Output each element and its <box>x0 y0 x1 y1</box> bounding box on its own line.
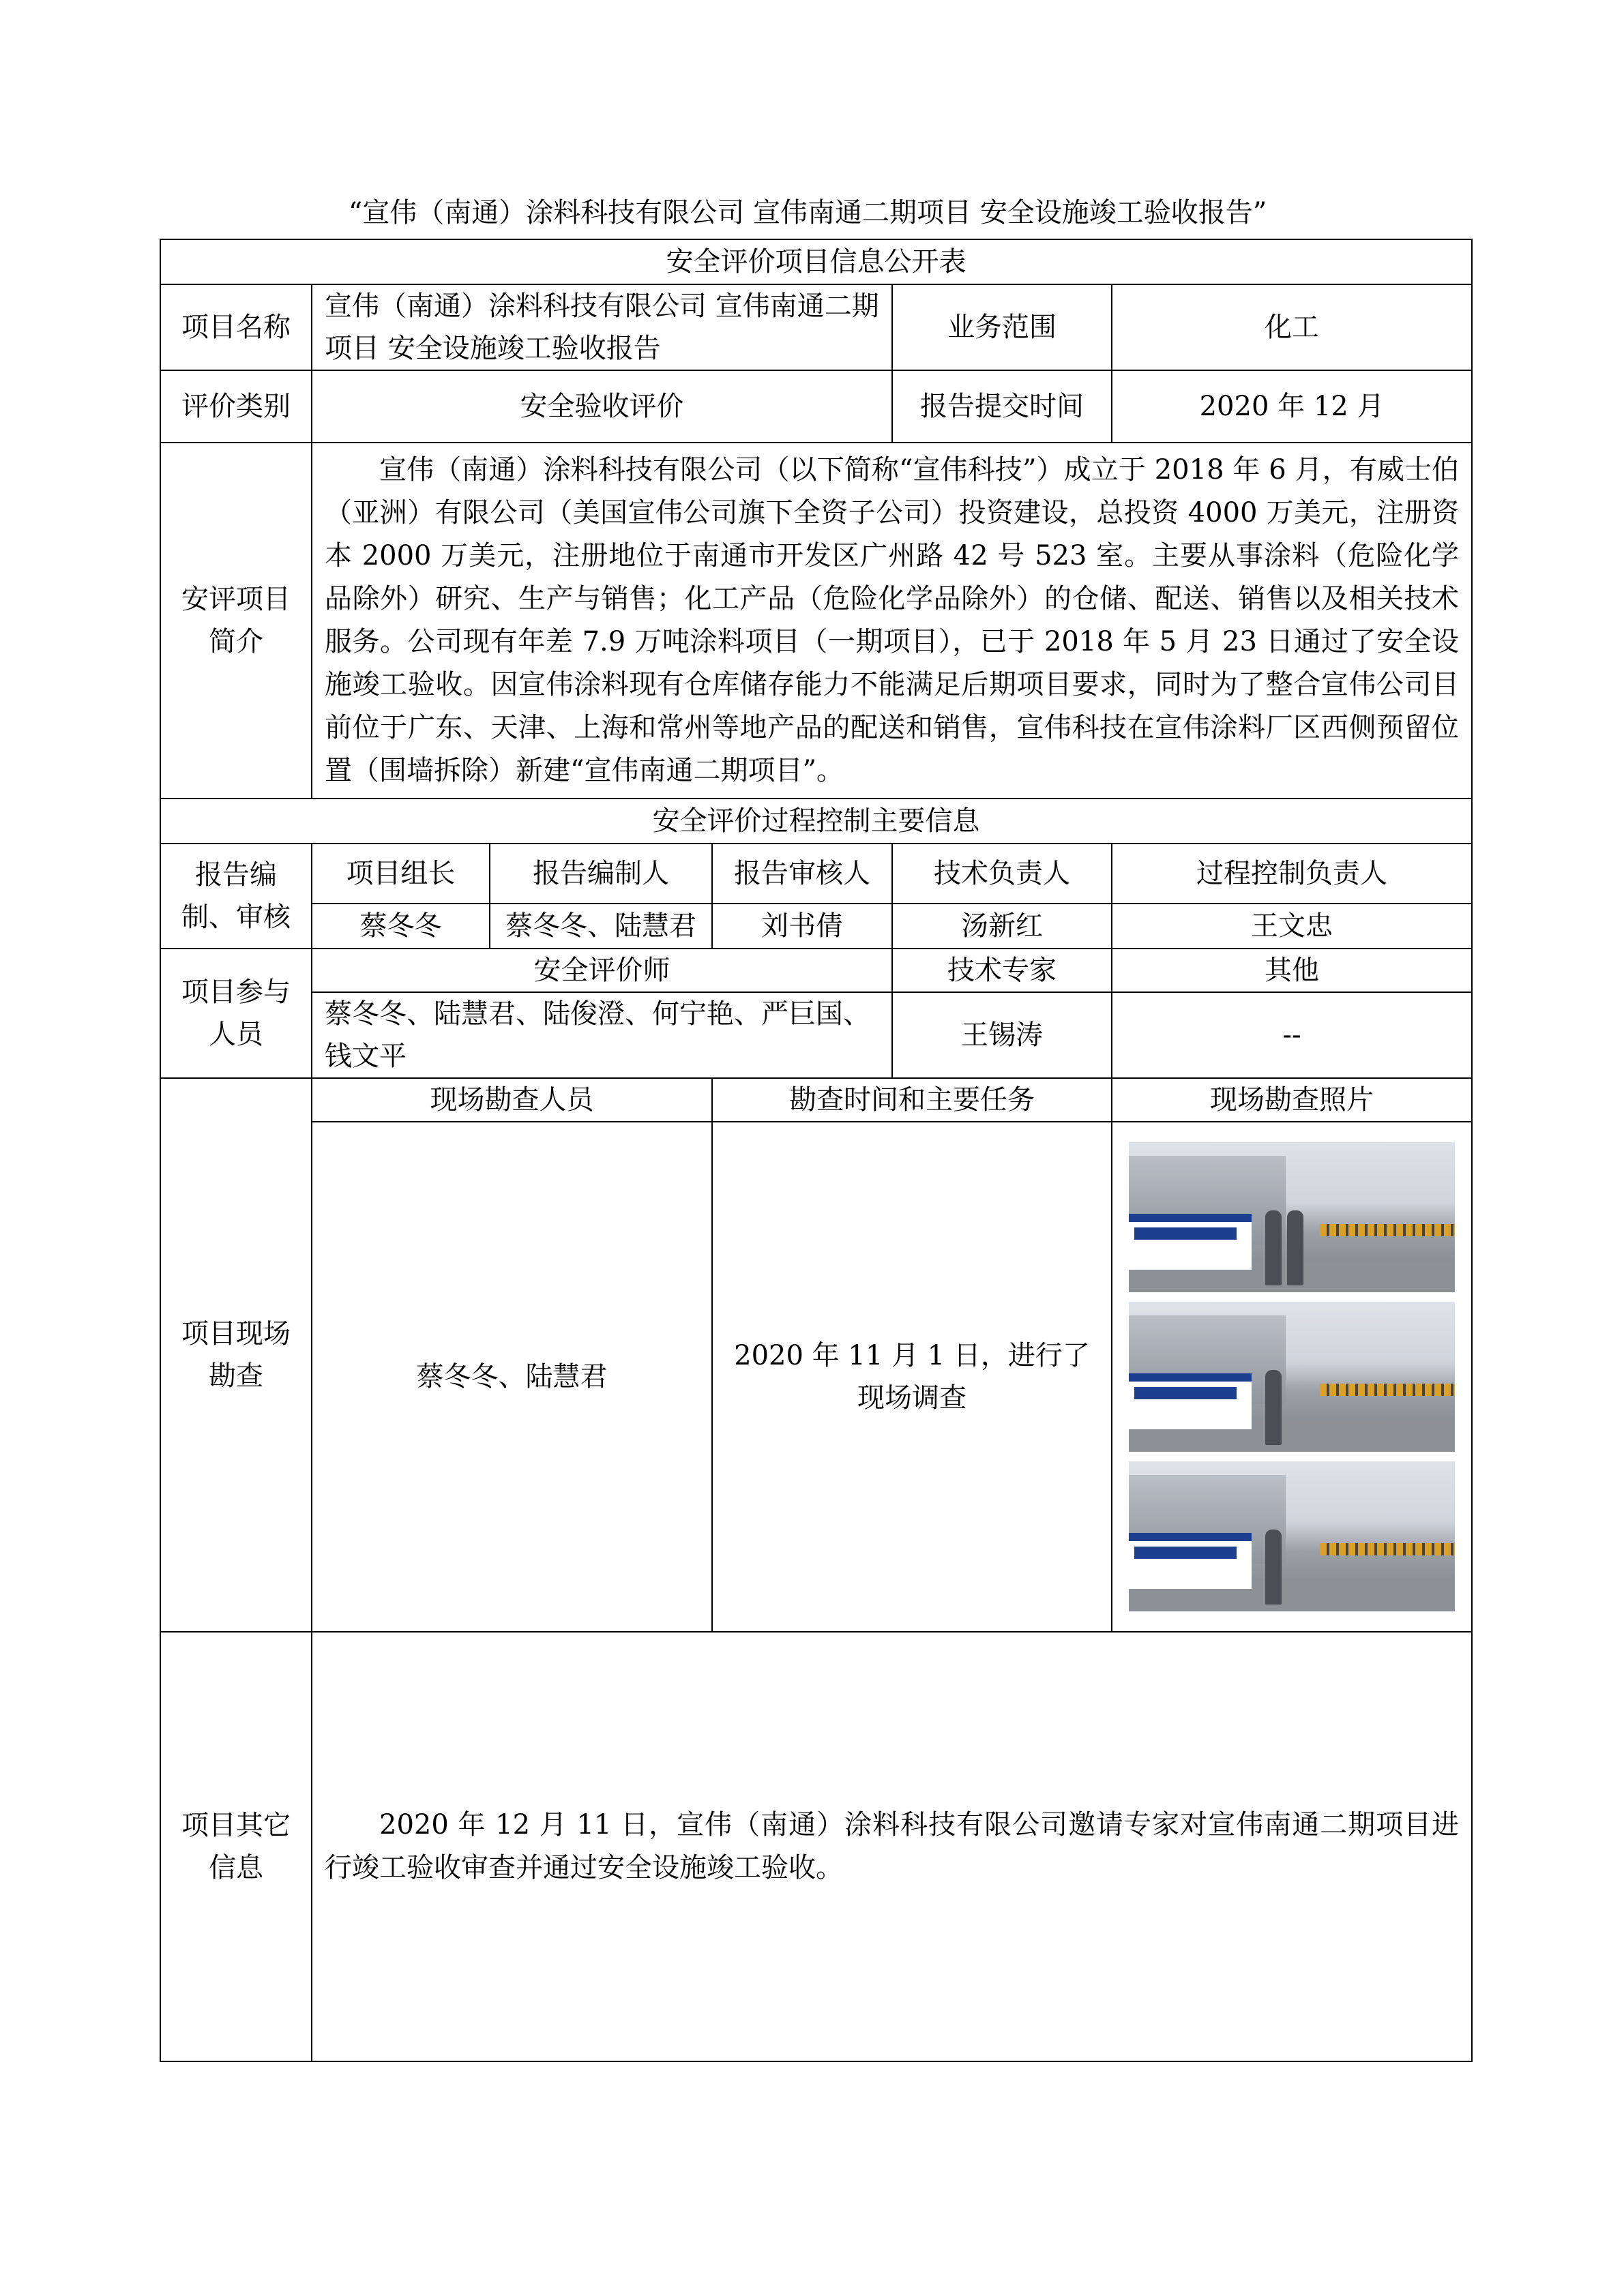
intro-label: 安评项目简介 <box>160 443 312 799</box>
section2-header: 安全评价过程控制主要信息 <box>160 799 1472 844</box>
other-info-text: 2020 年 12 月 11 日，宣伟（南通）涂料科技有限公司邀请专家对宣伟南通二期项目进行竣工验收审查并通过安全设施竣工验收。 <box>312 1632 1472 2061</box>
other-header: 其他 <box>1112 949 1472 992</box>
site-header-task: 勘查时间和主要任务 <box>712 1078 1112 1122</box>
leader-value: 蔡冬冬 <box>312 904 490 949</box>
document-title: “宣伟（南通）涂料科技有限公司 宣伟南通二期项目 安全设施竣工验收报告” <box>348 197 1267 228</box>
project-name-value: 宣伟（南通）涂料科技有限公司 宣伟南通二期项目 安全设施竣工验收报告 <box>312 284 892 370</box>
eval-type-label: 评价类别 <box>160 370 312 443</box>
section1-header: 安全评价项目信息公开表 <box>160 239 1472 284</box>
col-header-writer: 报告编制人 <box>490 844 712 904</box>
expert-value: 王锡涛 <box>892 992 1112 1078</box>
reviewer-value: 刘书倩 <box>712 904 892 949</box>
other-info-label: 项目其它信息 <box>160 1632 312 2061</box>
business-scope-label: 业务范围 <box>892 284 1112 370</box>
tech-lead-value: 汤新红 <box>892 904 1112 949</box>
participants-label: 项目参与人员 <box>160 949 312 1078</box>
site-label: 项目现场勘查 <box>160 1078 312 1632</box>
col-header-reviewer: 报告审核人 <box>712 844 892 904</box>
col-header-tech-lead: 技术负责人 <box>892 844 1112 904</box>
site-photos <box>1112 1122 1472 1632</box>
site-header-photos: 现场勘查照片 <box>1112 1078 1472 1122</box>
evaluator-header: 安全评价师 <box>312 949 892 992</box>
site-task: 2020 年 11 月 1 日，进行了现场调查 <box>712 1122 1112 1632</box>
info-table <box>160 239 1473 2062</box>
other-value: -- <box>1112 992 1472 1078</box>
submit-time-value: 2020 年 12 月 <box>1112 370 1472 443</box>
intro-text: 宣伟（南通）涂料科技有限公司（以下简称“宣伟科技”）成立于 2018 年 6 月，有威士伯（亚洲）有限公司（美国宣伟公司旗下全资子公司）投资建设，总投资 4000 万美元，注册资本 2000 万美元，注册地位于南通市开发区广州路 42 号 523 室。主要从事涂料（危险化学品除外）研究、生产与销售；化工产品（危险化学品除外）的仓储、配送、销售以及相关技术服务。公司现有年差 7.9 万吨涂料项目（一期项目），已于 2018 年 5 月 23 日通过了安全设施竣工验收。因宣伟涂料现有仓库储存能力不能满足后期项目要求，同时为了整合宣伟公司目前位于广东、天津、上海和常州等地产品的配送和销售，宣伟科技在宣伟涂料厂区西侧预留位置（围墙拆除）新建“宣伟南通二期项目”。 <box>312 443 1472 799</box>
expert-header: 技术专家 <box>892 949 1112 992</box>
writer-value: 蔡冬冬、陆慧君 <box>490 904 712 949</box>
site-people: 蔡冬冬、陆慧君 <box>312 1122 712 1632</box>
submit-time-label: 报告提交时间 <box>892 370 1112 443</box>
site-photo <box>1129 1142 1455 1292</box>
report-label: 报告编制、审核 <box>160 844 312 949</box>
evaluator-value: 蔡冬冬、陆慧君、陆俊澄、何宁艳、严巨国、钱文平 <box>312 992 892 1078</box>
process-lead-value: 王文忠 <box>1112 904 1472 949</box>
eval-type-value: 安全验收评价 <box>312 370 892 443</box>
col-header-process-lead: 过程控制负责人 <box>1112 844 1472 904</box>
site-header-people: 现场勘查人员 <box>312 1078 712 1122</box>
business-scope-value: 化工 <box>1112 284 1472 370</box>
project-name-label: 项目名称 <box>160 284 312 370</box>
site-photo <box>1129 1461 1455 1611</box>
col-header-leader: 项目组长 <box>312 844 490 904</box>
site-photo <box>1129 1302 1455 1452</box>
